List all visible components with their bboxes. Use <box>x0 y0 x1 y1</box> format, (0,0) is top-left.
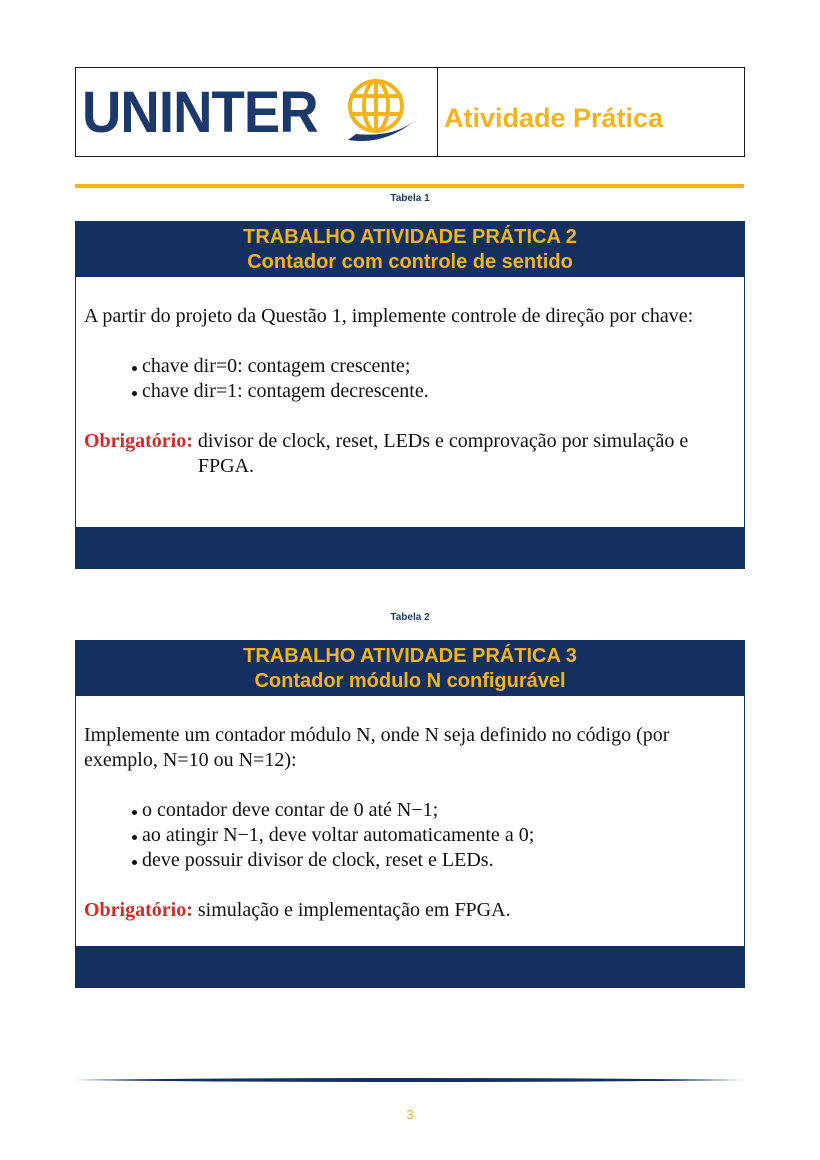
task-1-footer-bar <box>76 527 744 568</box>
table-2-caption: Tabela 2 <box>390 612 430 623</box>
task-2-body <box>76 723 744 923</box>
task-2-intro: Implemente um contador módulo N, onde N seja definido no código (por exemplo, N=10 ou N=12): <box>84 724 670 771</box>
task-1-requirement <box>84 429 736 479</box>
requirement-label: Obrigatório: <box>84 430 193 452</box>
task-2-subtitle: Contador módulo N configurável <box>254 670 566 692</box>
logo-cell <box>76 68 438 156</box>
list-item: chave dir=0: contagem crescente; <box>132 354 736 379</box>
header-divider <box>75 184 744 188</box>
header-title-cell <box>438 68 744 156</box>
task-1-intro: A partir do projeto da Questão 1, implemente controle de direção por chave: <box>84 305 694 327</box>
page-title: Atividade Prática <box>444 103 664 133</box>
list-item: deve possuir divisor de clock, reset e LEDs. <box>132 848 736 873</box>
uninter-logo-text: UNINTER <box>82 80 318 145</box>
list-item: chave dir=1: contagem decrescente. <box>132 379 736 404</box>
list-item: ao atingir N−1, deve voltar automaticamente a 0; <box>132 823 736 848</box>
task-2-title: TRABALHO ATIVIDADE PRÁTICA 3 <box>243 645 577 667</box>
task-2-bullet-list <box>84 798 736 873</box>
task-1-subtitle: Contador com controle de sentido <box>247 251 573 273</box>
list-item: o contador deve contar de 0 até N−1; <box>132 798 736 823</box>
task-2-requirement <box>84 898 736 923</box>
requirement-text: divisor de clock, reset, LEDs e comprovação por simulação e FPGA. <box>197 430 689 477</box>
document-header <box>75 67 745 157</box>
task-1-body <box>76 304 744 479</box>
task-1-bullet-list <box>84 354 736 404</box>
task-2-footer-bar <box>76 946 744 987</box>
requirement-text: simulação e implementação em FPGA. <box>197 899 511 921</box>
requirement-label: Obrigatório: <box>84 899 193 921</box>
task-1-title: TRABALHO ATIVIDADE PRÁTICA 2 <box>243 226 577 248</box>
task-2-header <box>76 641 744 696</box>
task-box-1 <box>75 221 745 569</box>
globe-logo-icon <box>338 76 428 148</box>
task-box-2 <box>75 640 745 988</box>
page-number: 3 <box>406 1107 414 1122</box>
task-1-header <box>76 222 744 277</box>
footer-divider <box>75 1076 745 1084</box>
table-1-caption: Tabela 1 <box>390 193 430 204</box>
